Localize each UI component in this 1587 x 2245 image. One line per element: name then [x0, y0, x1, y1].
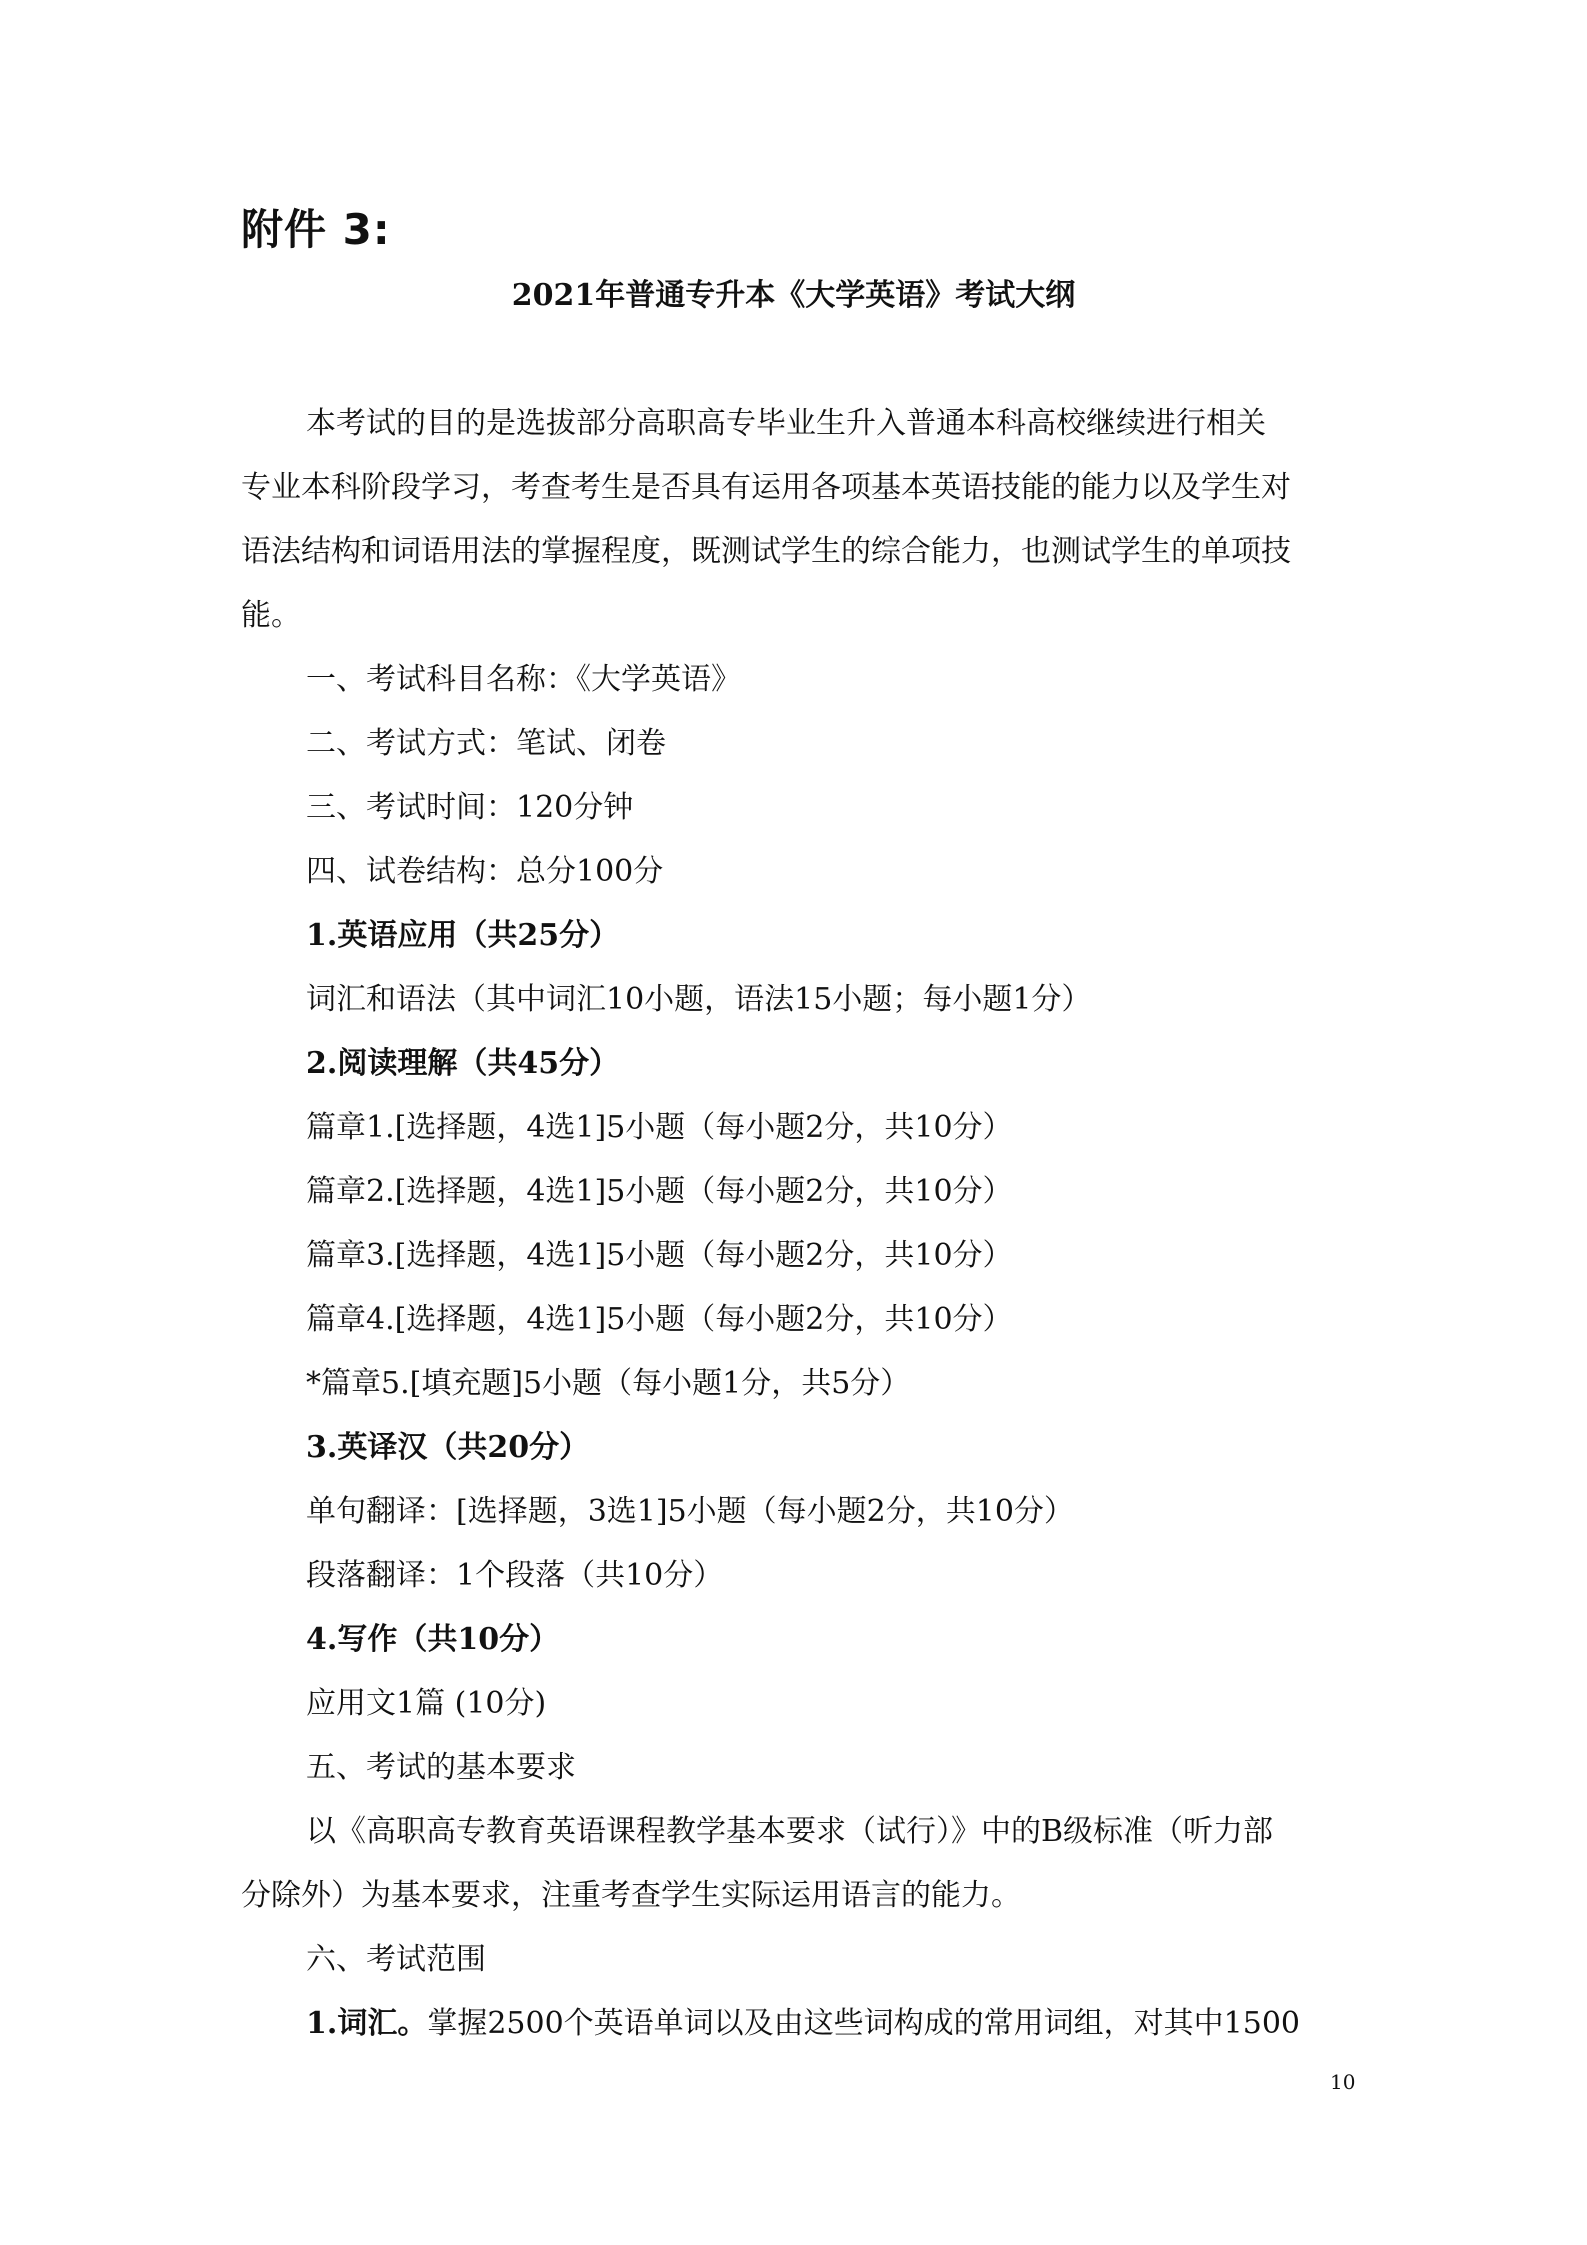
- part-item: 词汇和语法（其中词汇10小题，语法15小题；每小题1分）: [306, 982, 1092, 1017]
- requirements-heading: 五、考试的基本要求: [306, 1750, 576, 1785]
- attachment-label: 附件 3:: [241, 205, 391, 254]
- requirements-line: 分除外）为基本要求，注重考查学生实际运用语言的能力。: [241, 1878, 1021, 1913]
- writing-item: 应用文1篇 (10分): [306, 1686, 547, 1721]
- translation-item: 段落翻译：1个段落（共10分）: [306, 1558, 724, 1593]
- scope-vocabulary-line: [306, 2004, 1300, 2044]
- section-subject: 一、考试科目名称：《大学英语》: [306, 662, 741, 697]
- document-title: 2021年普通专升本《大学英语》考试大纲: [511, 278, 1076, 313]
- part-heading-english-usage: 1.英语应用（共25分）: [306, 918, 620, 953]
- reading-item: 篇章2.[选择题，4选1]5小题（每小题2分，共10分）: [306, 1174, 1013, 1209]
- reading-item: *篇章5.[填充题]5小题（每小题1分，共5分）: [306, 1366, 911, 1401]
- part-heading-translation: 3.英译汉（共20分）: [306, 1430, 590, 1465]
- section-method: 二、考试方式：笔试、闭卷: [306, 726, 666, 761]
- reading-item: 篇章1.[选择题，4选1]5小题（每小题2分，共10分）: [306, 1110, 1013, 1145]
- requirements-line: 以《高职高专教育英语课程教学基本要求（试行）》中的B级标准（听力部: [306, 1814, 1274, 1849]
- translation-item: 单句翻译：[选择题，3选1]5小题（每小题2分，共10分）: [306, 1494, 1074, 1529]
- part-heading-reading: 2.阅读理解（共45分）: [306, 1046, 620, 1081]
- reading-item: 篇章4.[选择题，4选1]5小题（每小题2分，共10分）: [306, 1302, 1013, 1337]
- reading-item: 篇章3.[选择题，4选1]5小题（每小题2分，共10分）: [306, 1238, 1013, 1273]
- intro-line: 语法结构和词语用法的掌握程度，既测试学生的综合能力，也测试学生的单项技: [241, 534, 1291, 569]
- page-number: 10: [1330, 2070, 1356, 2094]
- vocabulary-label: 1.词汇。: [306, 2006, 428, 2041]
- section-structure: 四、试卷结构：总分100分: [306, 854, 664, 889]
- vocabulary-text: 掌握2500个英语单词以及由这些词构成的常用词组，对其中1500: [427, 2006, 1301, 2041]
- intro-line: 专业本科阶段学习，考查考生是否具有运用各项基本英语技能的能力以及学生对: [241, 470, 1291, 505]
- scope-heading: 六、考试范围: [306, 1942, 486, 1977]
- intro-line: 能。: [241, 598, 301, 633]
- part-heading-writing: 4.写作（共10分）: [306, 1622, 560, 1657]
- intro-line: 本考试的目的是选拔部分高职高专毕业生升入普通本科高校继续进行相关: [306, 406, 1266, 441]
- section-time: 三、考试时间：120分钟: [306, 790, 634, 825]
